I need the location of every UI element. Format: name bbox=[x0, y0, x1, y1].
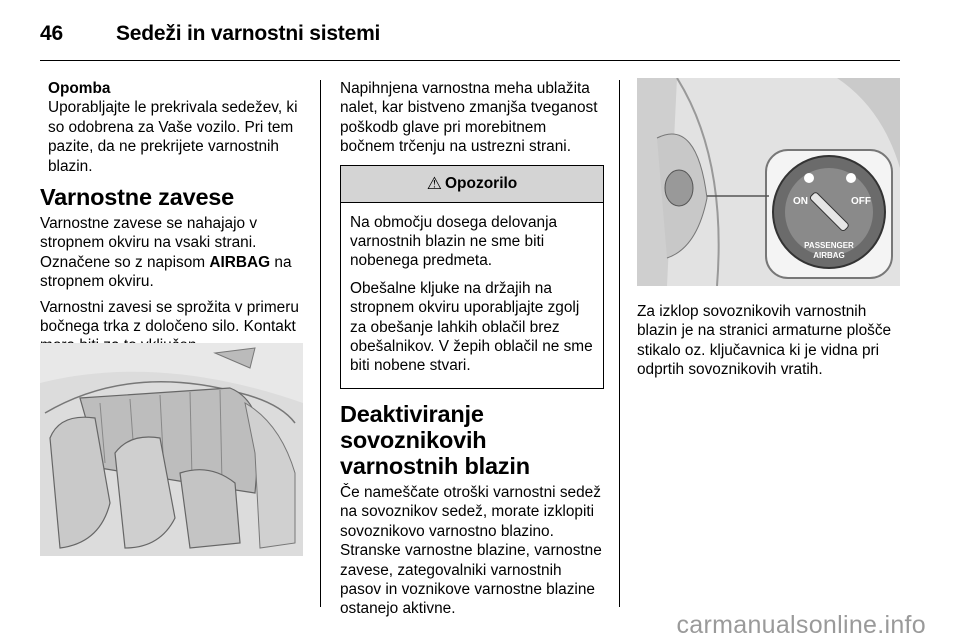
curtains-paragraph-1 bbox=[40, 214, 305, 292]
left-column bbox=[40, 79, 305, 362]
warning-paragraph-2: Obešalne kljuke na držajih na stropnem okviru uporabljajte zgolj za obešanje lahkih oblačil brez obešalnikov. V žepih oblačil ne sme biti nobene stvari. bbox=[350, 279, 593, 375]
section-title-curtains: Varnostne zavese bbox=[40, 184, 235, 211]
switch-label-line-2: AIRBAG bbox=[813, 251, 845, 260]
page-number: 46 bbox=[40, 22, 63, 45]
page-header bbox=[40, 22, 380, 46]
airbag-on-icon bbox=[804, 173, 814, 183]
header-rule bbox=[40, 60, 900, 61]
warning-title: Opozorilo bbox=[444, 174, 518, 192]
note-title: Opomba bbox=[48, 80, 111, 97]
curtains-text-b: na stropnem okviru. bbox=[40, 253, 292, 291]
dashboard-side-drawing bbox=[637, 78, 900, 286]
page-title: Sedeži in varnostni sistemi bbox=[116, 22, 381, 45]
warning-body bbox=[341, 203, 603, 388]
curtains-paragraph-3: Napihnjena varnostna meha ublažita nalet, kar bistveno zmanjša tveganost poškodb glave pri morebitnem bočnem trčenju na ustrezni strani. bbox=[340, 80, 598, 156]
warning-header bbox=[341, 166, 603, 203]
curtain-airbag-illustration bbox=[40, 343, 303, 556]
section-title-deactivation: Deaktiviranje sovoznikovih varnostnih blazin bbox=[340, 400, 530, 479]
deactivation-paragraph: Če nameščate otroški varnostni sedež na sovoznikov sedež, morate izklopiti sovoznikovo varnostno blazino. Stranske varnostne blazine, varnostne zavese, zategovalniki varnostnih pasov in voznikove varnostne blazine ostanejo aktivne. bbox=[340, 483, 602, 618]
watermark: carmanualsonline.info bbox=[676, 611, 926, 639]
switch-label-line-1: PASSENGER bbox=[804, 241, 854, 250]
column-divider-left bbox=[320, 80, 321, 607]
switch-on-label: ON bbox=[793, 196, 808, 207]
note-text: Uporabljajte le prekrivala sedežev, ki so odobrena za Vaše vozilo. Pri tem pazite, da ne prekrijete varnostnih blazin. bbox=[48, 99, 298, 175]
note-block bbox=[40, 79, 305, 176]
warning-box bbox=[340, 165, 604, 389]
airbag-switch-illustration bbox=[637, 78, 900, 286]
middle-column bbox=[340, 79, 604, 625]
switch-caption: Za izklop sovoznikovih varnostnih blazin je na stranici armaturne plošče stikalo oz. ključavnica ki je vidna pri odprtih sovoznikovih vratih. bbox=[637, 303, 892, 379]
column-divider-right bbox=[619, 80, 620, 607]
airbag-off-icon bbox=[846, 173, 856, 183]
warning-paragraph-1: Na območju dosega delovanja varnostnih blazin ne sme biti nobenega predmeta. bbox=[350, 213, 558, 270]
warning-icon: ⚠ bbox=[426, 173, 442, 193]
curtains-paragraph-2: Varnostni zavesi se sprožita v primeru bočnega trka z določeno silo. Kontakt bbox=[40, 298, 299, 336]
switch-off-label: OFF bbox=[851, 196, 871, 207]
airbag-label: AIRBAG bbox=[209, 253, 271, 271]
car-interior-drawing bbox=[40, 343, 303, 556]
curtains-text-a: Varnostne zavese se nahajajo v stropnem okviru na vsaki strani. Označene so z napisom bbox=[40, 215, 258, 271]
